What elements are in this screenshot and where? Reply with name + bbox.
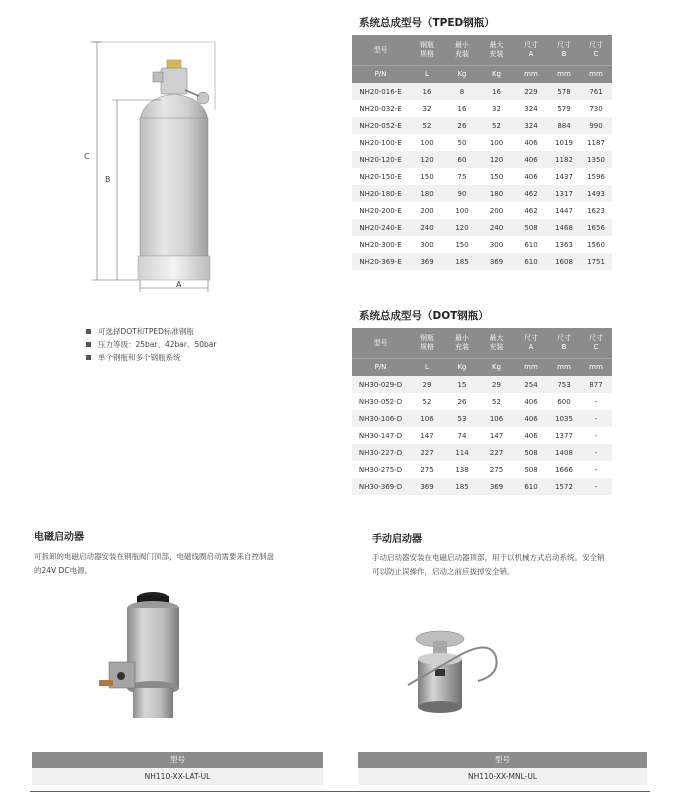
table-cell: 1608 xyxy=(548,253,580,270)
unit-cell: Kg xyxy=(445,66,479,84)
table-cell: 300 xyxy=(409,236,445,253)
table-row xyxy=(352,410,612,427)
column-header: 最小 充装 xyxy=(445,35,479,66)
table-cell: 610 xyxy=(514,253,548,270)
table-cell: 324 xyxy=(514,100,548,117)
table-row xyxy=(352,253,612,270)
table-cell: 26 xyxy=(445,393,479,410)
table-cell: 240 xyxy=(409,219,445,236)
table-cell: 761 xyxy=(580,83,612,100)
table-cell: 1182 xyxy=(548,151,580,168)
table-cell: 180 xyxy=(409,185,445,202)
table-row xyxy=(352,185,612,202)
table-cell: 1408 xyxy=(548,444,580,461)
part-number-cell: NH20-200-E xyxy=(352,202,409,219)
table-cell: 1019 xyxy=(548,134,580,151)
table-cell: 15 xyxy=(445,376,479,393)
part-number-cell: NH30-227-D xyxy=(352,444,409,461)
table-cell: 52 xyxy=(409,117,445,134)
table-cell: 1572 xyxy=(548,478,580,495)
feature-list xyxy=(86,325,216,364)
table-cell: 462 xyxy=(514,202,548,219)
table-cell: 406 xyxy=(514,134,548,151)
column-header: 尺寸 B xyxy=(548,35,580,66)
table-row xyxy=(352,444,612,461)
solenoid-actuator-svg xyxy=(95,588,195,723)
table-cell: 578 xyxy=(548,83,580,100)
table-cell: - xyxy=(580,393,612,410)
manual-title: 手动启动器 xyxy=(372,534,422,545)
table-cell: 1350 xyxy=(580,151,612,168)
table-cell: 1187 xyxy=(580,134,612,151)
unit-cell: Kg xyxy=(445,359,479,377)
table-cell: 50 xyxy=(445,134,479,151)
table-cell: 254 xyxy=(514,376,548,393)
table-cell: 1363 xyxy=(548,236,580,253)
table-cell: 52 xyxy=(479,393,514,410)
table-cell: - xyxy=(580,478,612,495)
table-cell: 1468 xyxy=(548,219,580,236)
unit-cell: mm xyxy=(548,66,580,84)
table-cell: 60 xyxy=(445,151,479,168)
column-header: 型号 xyxy=(352,35,409,66)
solenoid-model-header: 型号 xyxy=(32,752,323,768)
table-cell: 147 xyxy=(409,427,445,444)
part-number-cell: NH20-369-E xyxy=(352,253,409,270)
table-cell: 406 xyxy=(514,393,548,410)
table-cell: 120 xyxy=(445,219,479,236)
column-header: 型号 xyxy=(352,328,409,359)
table-cell: 508 xyxy=(514,461,548,478)
table-cell: 610 xyxy=(514,236,548,253)
table-cell: 324 xyxy=(514,117,548,134)
table-row xyxy=(352,478,612,495)
table-cell: - xyxy=(580,410,612,427)
table-cell: 1377 xyxy=(548,427,580,444)
table-row xyxy=(352,236,612,253)
table-cell: 369 xyxy=(479,253,514,270)
table-row xyxy=(352,461,612,478)
table-cell: 753 xyxy=(548,376,580,393)
solenoid-description: 可拆卸的电磁启动器安装在钢瓶阀门顶部，电磁线圈启动需要来自控制盘 的24V DC电源。 xyxy=(34,552,274,575)
table-cell: 406 xyxy=(514,168,548,185)
table-cell: 53 xyxy=(445,410,479,427)
table-cell: 32 xyxy=(479,100,514,117)
table-cell: 16 xyxy=(479,83,514,100)
table-cell: 730 xyxy=(580,100,612,117)
table-cell: 369 xyxy=(479,478,514,495)
table-cell: 1493 xyxy=(580,185,612,202)
table-cell: 406 xyxy=(514,410,548,427)
solenoid-model-number: NH110-XX-LAT-UL xyxy=(32,768,323,785)
table-cell: 150 xyxy=(445,236,479,253)
feature-item: 单个钢瓶和多个钢瓶系统 xyxy=(86,351,216,364)
bullet-square-icon xyxy=(86,342,91,347)
table-cell: 1317 xyxy=(548,185,580,202)
table-row xyxy=(352,376,612,393)
table-cell: 200 xyxy=(479,202,514,219)
table-row xyxy=(352,427,612,444)
dot-table-title: 系统总成型号（DOT钢瓶） xyxy=(359,310,489,322)
tped-spec-table xyxy=(352,35,612,270)
solenoid-model-table xyxy=(32,752,323,785)
column-header: 最大 充装 xyxy=(479,328,514,359)
table-cell: 600 xyxy=(548,393,580,410)
table-cell: 180 xyxy=(479,185,514,202)
part-number-cell: NH20-120-E xyxy=(352,151,409,168)
table-cell: 884 xyxy=(548,117,580,134)
feature-item: 压力等级：25bar、42bar、50bar xyxy=(86,338,216,351)
unit-cell: Kg xyxy=(479,359,514,377)
table-cell: 229 xyxy=(514,83,548,100)
table-cell: 227 xyxy=(479,444,514,461)
unit-cell: mm xyxy=(580,359,612,377)
unit-cell: mm xyxy=(514,359,548,377)
column-header: 钢瓶 规格 xyxy=(409,328,445,359)
table-cell: 138 xyxy=(445,461,479,478)
table-cell: 240 xyxy=(479,219,514,236)
table-cell: - xyxy=(580,461,612,478)
table-cell: 100 xyxy=(445,202,479,219)
solenoid-actuator-image xyxy=(95,588,195,723)
table-cell: 369 xyxy=(409,478,445,495)
table-cell: - xyxy=(580,427,612,444)
column-header: 尺寸 A xyxy=(514,328,548,359)
table-row xyxy=(352,393,612,410)
part-number-cell: NH20-240-E xyxy=(352,219,409,236)
table-cell: 227 xyxy=(409,444,445,461)
column-header: 最大 充装 xyxy=(479,35,514,66)
dimension-label-c: C xyxy=(84,152,90,161)
column-header: 最小 充装 xyxy=(445,328,479,359)
column-header: 钢瓶 规格 xyxy=(409,35,445,66)
dimension-label-b: B xyxy=(105,175,111,184)
table-cell: 100 xyxy=(479,134,514,151)
table-cell: 462 xyxy=(514,185,548,202)
column-header: 尺寸 C xyxy=(580,328,612,359)
manual-model-header: 型号 xyxy=(358,752,647,768)
unit-cell: L xyxy=(409,359,445,377)
table-cell: 300 xyxy=(479,236,514,253)
part-number-cell: NH20-300-E xyxy=(352,236,409,253)
table-cell: 1751 xyxy=(580,253,612,270)
bottom-red-divider xyxy=(30,791,650,792)
table-cell: 8 xyxy=(445,83,479,100)
part-number-cell: NH20-180-E xyxy=(352,185,409,202)
part-number-cell: NH30-147-D xyxy=(352,427,409,444)
part-number-cell: NH20-100-E xyxy=(352,134,409,151)
table-cell: 74 xyxy=(445,427,479,444)
dot-spec-table xyxy=(352,328,612,495)
table-cell: 1656 xyxy=(580,219,612,236)
table-cell: 52 xyxy=(479,117,514,134)
table-cell: 369 xyxy=(409,253,445,270)
part-number-cell: NH30-369-D xyxy=(352,478,409,495)
manual-description: 手动启动器安装在电磁启动器顶部，用于以机械方式启动系统。安全销 可以防止误操作，启动之前应拔掉安全销。 xyxy=(372,553,605,576)
table-cell: 508 xyxy=(514,219,548,236)
table-cell: 185 xyxy=(445,253,479,270)
solenoid-title: 电磁启动器 xyxy=(34,532,84,543)
unit-cell: Kg xyxy=(479,66,514,84)
table-cell: 508 xyxy=(514,444,548,461)
table-cell: 29 xyxy=(409,376,445,393)
table-cell: 120 xyxy=(479,151,514,168)
unit-cell: mm xyxy=(580,66,612,84)
unit-cell: L xyxy=(409,66,445,84)
table-cell: 75 xyxy=(445,168,479,185)
part-number-cell: NH20-150-E xyxy=(352,168,409,185)
manual-model-number: NH110-XX-MNL-UL xyxy=(358,768,647,785)
table-cell: 877 xyxy=(580,376,612,393)
table-cell: 120 xyxy=(409,151,445,168)
table-row xyxy=(352,219,612,236)
table-cell: 26 xyxy=(445,117,479,134)
column-header: 尺寸 C xyxy=(580,35,612,66)
table-cell: 147 xyxy=(479,427,514,444)
unit-cell: P/N xyxy=(352,66,409,84)
table-cell: 185 xyxy=(445,478,479,495)
cylinder-drawing xyxy=(75,30,235,300)
unit-cell: P/N xyxy=(352,359,409,377)
cylinder-drawing-svg xyxy=(75,30,235,300)
unit-cell: mm xyxy=(514,66,548,84)
table-cell: 100 xyxy=(409,134,445,151)
table-cell: 16 xyxy=(445,100,479,117)
table-cell: 29 xyxy=(479,376,514,393)
part-number-cell: NH30-029-D xyxy=(352,376,409,393)
table-row xyxy=(352,134,612,151)
table-cell: 1666 xyxy=(548,461,580,478)
table-cell: 1035 xyxy=(548,410,580,427)
table-cell: 406 xyxy=(514,427,548,444)
table-row xyxy=(352,168,612,185)
part-number-cell: NH20-032-E xyxy=(352,100,409,117)
feature-item: 可选择DOT和TPED标准钢瓶 xyxy=(86,325,216,338)
table-cell: 1437 xyxy=(548,168,580,185)
table-row xyxy=(352,117,612,134)
table-row xyxy=(352,202,612,219)
table-cell: 150 xyxy=(409,168,445,185)
part-number-cell: NH20-016-E xyxy=(352,83,409,100)
table-cell: 1596 xyxy=(580,168,612,185)
table-cell: 150 xyxy=(479,168,514,185)
table-cell: 275 xyxy=(479,461,514,478)
manual-model-table xyxy=(358,752,647,785)
table-cell: 200 xyxy=(409,202,445,219)
table-row xyxy=(352,100,612,117)
part-number-cell: NH30-106-D xyxy=(352,410,409,427)
table-cell: 32 xyxy=(409,100,445,117)
table-cell: 275 xyxy=(409,461,445,478)
unit-cell: mm xyxy=(548,359,580,377)
table-cell: 16 xyxy=(409,83,445,100)
manual-actuator-image xyxy=(400,625,510,720)
table-cell: 90 xyxy=(445,185,479,202)
table-cell: 114 xyxy=(445,444,479,461)
table-cell: - xyxy=(580,444,612,461)
dimension-label-a: A xyxy=(176,280,182,289)
table-cell: 1560 xyxy=(580,236,612,253)
manual-actuator-svg xyxy=(400,625,510,720)
part-number-cell: NH30-275-D xyxy=(352,461,409,478)
table-cell: 610 xyxy=(514,478,548,495)
table-cell: 1623 xyxy=(580,202,612,219)
table-cell: 990 xyxy=(580,117,612,134)
table-cell: 52 xyxy=(409,393,445,410)
part-number-cell: NH20-052-E xyxy=(352,117,409,134)
table-cell: 106 xyxy=(479,410,514,427)
table-cell: 579 xyxy=(548,100,580,117)
tped-table-title: 系统总成型号（TPED钢瓶） xyxy=(359,17,495,29)
column-header: 尺寸 A xyxy=(514,35,548,66)
table-cell: 406 xyxy=(514,151,548,168)
column-header: 尺寸 B xyxy=(548,328,580,359)
table-cell: 1447 xyxy=(548,202,580,219)
bullet-square-icon xyxy=(86,355,91,360)
bullet-square-icon xyxy=(86,329,91,334)
table-cell: 106 xyxy=(409,410,445,427)
part-number-cell: NH30-052-D xyxy=(352,393,409,410)
table-row xyxy=(352,151,612,168)
table-row xyxy=(352,83,612,100)
